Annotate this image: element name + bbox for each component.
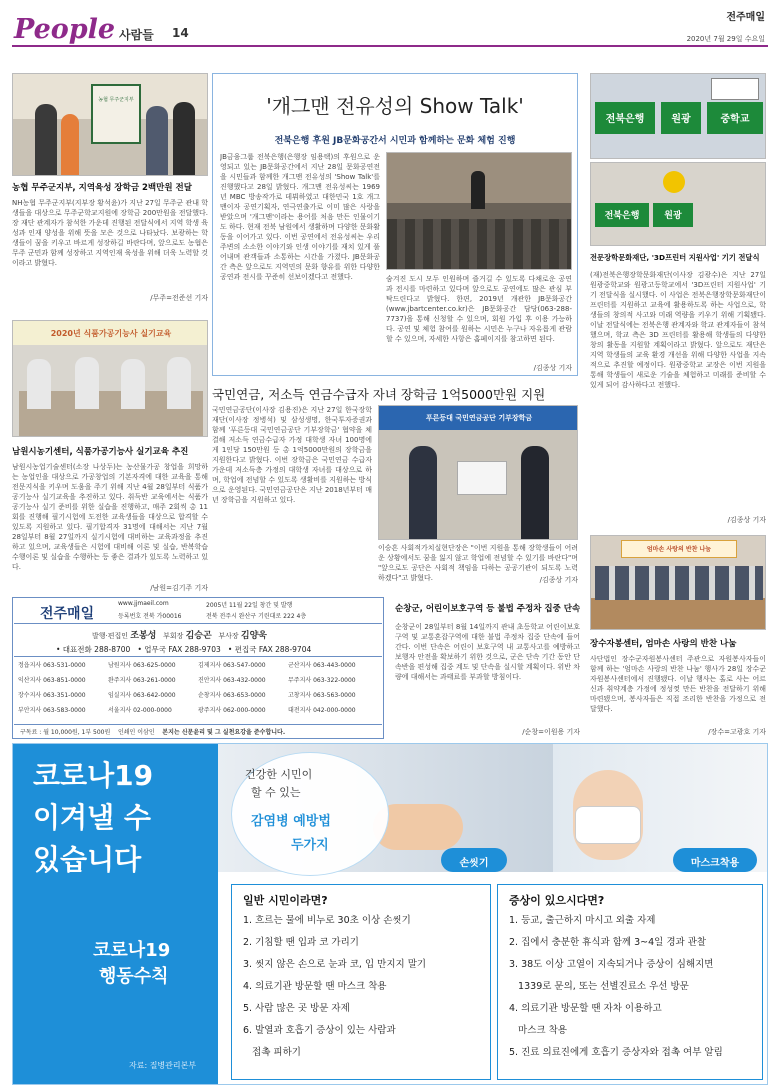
directory-branch: 완주지사 (108, 677, 134, 684)
page-header (0, 0, 777, 48)
directory-branch: 김제지사 (198, 662, 224, 669)
pension-body: 국민연금공단(이사장 김용진)은 지난 27일 한국장학재단(이사장 정병석) 및 삼성생명, 한국투자증권과 함께 '푸른등대 국민연금공단 기부장학금' 협약을 체결해 저소득 연금수급자 가정 대학생 자녀 100명에게 1인당 150만원 등 총 1억5000만원의 장학금을 지원한다고 밝혔다. 이번 장학금은 국민연금 수급자 가운데 저소득층 가정의 대학생 자녀를 대상으로 하며, 학업에 전념할 수 있도록 생활비를 지원하는 방식으로 운영된다. 국민연금공단은 지난 2018년부터 매년 장학금을 지원하고 있다. (212, 406, 372, 504)
jangsu-body: 사단법인 장수군자원봉사센터 주관으로 자원봉사자들이 함께 하는 '엄마손 사랑의 반찬 나눔' 행사가 28일 장수군 자원봉사센터에서 진행됐다. 이날 행사는 홀로 사는 어르신과 취약계층 가정에 정성껏 만든 반찬을 전달하기 위해 마련됐으며, 봉사자들은 직접 조리한 반찬을 가정으로 전달했다. (590, 655, 766, 713)
directory-branch: 남원지사 (108, 662, 134, 669)
directory-branch: 고창지사 (288, 692, 314, 699)
directory-phone: 02-000-0000 (133, 707, 172, 714)
issue-date: 2020년 7월 29일 수요일 (686, 35, 765, 43)
subscription: 구독료 : 월 10,000원, 1부 500원 (20, 729, 111, 736)
directory-phone: 063-547-0000 (223, 662, 266, 669)
citizen-rule-item: 6. 발열과 호흡기 증상이 있는 사람과 (243, 1025, 396, 1036)
directory-entry (108, 675, 176, 684)
masthead-paper: 전주매일 (40, 606, 95, 622)
citizen-rule-item: 2. 기침할 땐 입과 코 가리기 (243, 937, 359, 948)
photo-audience-row-1 (387, 219, 572, 270)
masthead-phones (56, 644, 311, 655)
directory-entry (108, 660, 176, 669)
symptom-rule-item: 1. 등교, 출근하지 마시고 외출 자제 (509, 915, 656, 926)
symptom-rule-item: 1339로 문의, 또는 선별진료소 우선 방문 (509, 981, 689, 992)
jeonbuk-byline: /김종상 기자 (727, 516, 766, 524)
sunchang-byline: /순창=이원용 기자 (522, 728, 580, 736)
rep-phone: • 대표전화 288-8700 (56, 645, 131, 654)
directory-phone: 042-000-0000 (313, 707, 356, 714)
symptom-rule-item: 2. 집에서 충분한 휴식과 함께 3~4일 경과 관찰 (509, 937, 707, 948)
nh-banner-text: 농협 무주군지부 (98, 97, 134, 103)
jeonbuk-logo-circle (663, 171, 685, 193)
jeonbuk-sign-1-text: 전북은행 (605, 114, 645, 125)
citizen-rule-item: 5. 사람 많은 곳 방문 자제 (243, 1003, 350, 1014)
nh-person-2 (61, 114, 79, 176)
directory-branch: 무주지사 (288, 677, 314, 684)
directory-phone: 063-443-0000 (313, 662, 356, 669)
covid-rules-1: 코로나19 (93, 940, 171, 961)
jangsu-byline: /장수=고광호 기자 (708, 728, 766, 736)
namwon-caption: 남원시농기센터, 식품가공기능사 실기교육 추진 (12, 447, 189, 457)
directory-entry (18, 690, 86, 699)
jeonbuk-photo-1 (590, 73, 766, 159)
jangsu-banner-text: 엄마손 사랑의 반찬 나눔 (646, 546, 712, 553)
directory-branch: 광주지사 (198, 707, 224, 714)
pension-banner-text: 푸른등대 국민연금공단 기부장학금 (425, 414, 533, 422)
masthead-footer (20, 727, 285, 736)
jangsu-caption: 장수자봉센터, 엄마손 사랑의 반찬 나눔 (590, 639, 737, 649)
pension-person-2 (521, 446, 549, 540)
edit-fax: • 편집국 FAX 288-9704 (227, 645, 312, 654)
directory-phone: 063-322-0000 (313, 677, 356, 684)
section-title-kr: 사람들 (119, 28, 154, 42)
pension-body-right: 이승흔 사회적가치실현단장은 "이번 지원을 통해 장학생들이 어려운 상황에서도 꿈을 잃지 않고 학업에 전념할 수 있기를 바란다"며 "앞으로도 공단은 사회적 책임을 다하는 공공기관이 되도록 노력하겠다"고 밝혔다. (378, 544, 578, 582)
directory-branch: 부안지사 (18, 707, 44, 714)
branch-directory (18, 660, 378, 722)
citizen-rule-item: 3. 씻지 않은 손으로 눈과 코, 입 만지지 말기 (243, 959, 427, 970)
masthead-divider-2 (14, 656, 382, 657)
sunchang-body: 순창군이 28일부터 8월 14일까지 관내 초등학교 어린이보호구역 및 교통혼잡구역에 대한 불법 주정차 집중 단속에 들어간다. 이번 단속은 어린이 보호구역 내 교통사고를 예방하고 보행자 안전을 확보하기 위한 것으로, 군은 단속 기간 동안 단속반을 편성해 집중 계도 및 단속을 실시할 계획이다. 위반 차량에 대해서는 과태료를 부과할 방침이다. (395, 623, 580, 681)
jeonbuk-sign-4-text: 전북은행 (604, 211, 640, 221)
directory-entry (288, 660, 356, 669)
directory-phone: 062-000-0000 (223, 707, 266, 714)
namwon-byline: /남원=김기주 기자 (150, 584, 208, 592)
main-article-byline: /김종상 기자 (533, 364, 572, 372)
directory-entry (198, 675, 266, 684)
sunchang-title: 순창군, 어린이보호구역 등 불법 주정차 집중 단속 (395, 604, 580, 614)
nh-photo (12, 73, 208, 176)
directory-entry (288, 690, 356, 699)
directory-phone: 063-583-0000 (43, 707, 86, 714)
directory-branch: 진안지사 (198, 677, 224, 684)
masthead-divider-3 (14, 724, 382, 725)
jangsu-people (595, 566, 763, 600)
directory-entry (198, 660, 266, 669)
covid-headline-1: 코로나19 (33, 759, 154, 792)
pension-cert (457, 461, 507, 495)
directory-entry (18, 705, 86, 714)
paper-name: 전주매일 (726, 12, 765, 23)
directory-branch: 대전지사 (288, 707, 314, 714)
directory-branch: 익산지사 (18, 677, 44, 684)
main-article-photo (386, 152, 572, 270)
namwon-person-4 (167, 357, 191, 409)
directory-branch: 정읍지사 (18, 662, 44, 669)
masthead-reg: 등록번호 전북 가00016 (118, 613, 182, 620)
main-article-body: JB금융그룹 전북은행(은행장 임용택)의 후원으로 운영되고 있는 JB문화공간에서 지난 28일 문화공연전을 시민들과 함께한 개그맨 전유성의 'Show Talk'를 진행했다고 28일 밝혔다. 개그맨 전유성씨는 1969년 MBC 방송작가로 데뷔하였고 대한민국 1호 개그맨이자 공연기획자, 연극연출가로 이미 많은 사랑을 받았으며 '개그맨'이라는 용어를 처음 만든 인물이기도 하다. 현재 전북 남원에서 생활하며 다양한 문화활동을 이어가고 있다. 이번 공연에서 전유성씨는 우리 주변의 소소한 이야기와 인생 이야기를 재치 있게 풀어내며 관객들과 소통하는 시간을 가졌다. JB문화공간 측은 앞으로도 지역민의 문화 향유를 위한 다양한 공연과 전시를 꾸준히 선보이겠다고 전했다. (220, 153, 380, 281)
mask-shape (575, 806, 641, 844)
pension-byline: /김종상 기자 (539, 576, 578, 584)
symptom-rule-item: 5. 진료 의료진에게 호흡기 증상자와 접촉 여부 알림 (509, 1047, 723, 1058)
symptom-box-title: 증상이 있으시다면? (509, 894, 605, 907)
ceo-label: 부사장 (218, 632, 239, 640)
directory-entry (198, 690, 266, 699)
jeonbuk-caption: 전문장학문화재단, '3D프린터 지원사업' 기기 전달식 (590, 253, 760, 262)
nh-caption: 농협 무주군지부, 지역육성 장학금 2백만원 전달 (12, 183, 192, 193)
namwon-person-2 (75, 357, 99, 409)
bubble-line-1: 건강한 시민이 (245, 768, 313, 781)
covid-source: 자료: 질병관리본부 (129, 1061, 197, 1070)
citizen-rule-item: 접촉 피하기 (243, 1047, 301, 1058)
namwon-person-1 (27, 359, 51, 409)
covid-ad (12, 743, 768, 1085)
photo-speaker (471, 171, 485, 209)
directory-branch: 장수지사 (18, 692, 44, 699)
pension-person-1 (409, 446, 437, 540)
directory-phone: 063-563-0000 (313, 692, 356, 699)
jeonbuk-screen (711, 78, 759, 100)
pension-photo (378, 405, 578, 540)
masthead-site: www.jjmaeil.com (118, 600, 169, 607)
ad-fax: • 업무국 FAX 288-9703 (137, 645, 221, 654)
vice-label: 부회장 (163, 632, 184, 640)
directory-entry (288, 705, 356, 714)
symptom-rule-item: 4. 의료기관 방문할 땐 자차 이용하고 (509, 1003, 662, 1014)
namwon-person-3 (121, 359, 145, 409)
jeonbuk-sign-2-text: 원광 (671, 114, 691, 125)
directory-branch: 임실지사 (108, 692, 134, 699)
bubble-line-3: 감염병 예방법 (251, 814, 331, 829)
masthead-address: 전북 전주시 완산구 기린대로 222 4층 (206, 613, 307, 620)
citizen-rule-item: 4. 의료기관 방문할 땐 마스크 착용 (243, 981, 387, 992)
bubble-line-4: 두가지 (291, 838, 329, 853)
directory-phone: 063-653-0000 (223, 692, 266, 699)
section-title: People (14, 14, 116, 45)
nh-photo-banner (91, 84, 141, 144)
main-article-title: '개그맨 전유성의 Show Talk' (266, 94, 524, 118)
bubble-line-2: 할 수 있는 (251, 786, 301, 799)
symptom-rule-item: 3. 38도 이상 고열이 지속되거나 증상이 심해지면 (509, 959, 714, 970)
directory-branch: 군산지사 (288, 662, 314, 669)
nh-person-3 (146, 106, 168, 176)
directory-branch: 순창지사 (198, 692, 224, 699)
directory-phone: 063-531-0000 (43, 662, 86, 669)
directory-branch: 서울지사 (108, 707, 134, 714)
directory-entry (18, 660, 86, 669)
namwon-banner-text: 2020년 식품가공기능사 실기교육 (50, 329, 172, 338)
main-article-body-right: 숨겨진 도시 모두 인원하며 즐거길 수 있도록 다채로운 공연과 전시를 마련하고 있다며 앞으로도 공연에도 많은 관심 부탁드린다고 밝혔다. 한편, 2019년 개관한 JB문화공간(www.jbartcenter.co.kr)은 JB문화공간 담당(063-288-7737)을 통해 신청할 수 있으며, 회원 가입 후 이용 가능하다. 공연 및 체험 참여를 원하는 시민은 누구나 자유롭게 관람할 수 있으며, 자세한 사항은 홈페이지를 참고하면 된다. (386, 275, 572, 343)
covid-headline-2: 이겨낼 수 (33, 801, 151, 834)
directory-phone: 063-851-0000 (43, 677, 86, 684)
vice-name: 김승곤 (185, 631, 212, 641)
jangsu-table (591, 598, 766, 630)
tag-mask-text: 마스크착용 (690, 858, 740, 869)
symptom-rule-item: 마스크 착용 (509, 1025, 567, 1036)
jangsu-photo (590, 535, 766, 630)
directory-entry (108, 705, 172, 714)
nh-person-1 (35, 104, 57, 176)
directory-phone: 063-432-0000 (223, 677, 266, 684)
citizen-box-title: 일반 시민이라면? (243, 894, 328, 907)
nh-person-4 (173, 102, 195, 176)
ceo-name: 김양욱 (240, 631, 267, 641)
directory-phone: 063-261-0000 (133, 677, 176, 684)
publisher-label: 발행·편집인 (92, 632, 129, 640)
covid-headline-3: 있습니다 (33, 843, 142, 876)
tag-handwash-text: 손씻기 (459, 858, 489, 869)
header-rule (12, 45, 768, 47)
nh-body: NH농협 무주군지부(지부장 황석윤)가 지난 27일 무주군 관내 학생들을 대상으로 무주군학교지원에 장학금 200만원을 전달했다. 장 재단 관계자가 참석한 가운데 진행된 전달식에서 지역 학생 육성과 인재 양성을 위해 뜻을 모은 것으로 나타났다. 보광하는 학생들이 꿈을 키우고 바르게 성장하길 바란다며, 앞으로도 농협은 무주 군민과 함께 성장하고 지역인재 육성을 위해 더욱 노력할 것이라고 밝혔다. (12, 199, 208, 267)
publisher-name: 조봉성 (130, 631, 157, 641)
masthead-staff (92, 628, 267, 641)
covid-rules-2: 행동수칙 (99, 966, 169, 987)
printer: 인쇄인 이삼인 (117, 729, 155, 736)
directory-entry (288, 675, 356, 684)
pension-title: 국민연금, 저소득 연금수급자 자녀 장학금 1억5000만원 지원 (212, 387, 546, 402)
main-article-subtitle: 전북은행 후원 JB문화공간서 시민과 함께하는 문화 체험 진행 (274, 136, 516, 146)
directory-entry (108, 690, 176, 699)
jeonbuk-sign-3-text: 중학교 (720, 114, 750, 125)
jeonbuk-body: (재)전북은행장학문화재단(이사장 김광수)은 지난 27일 원광중학교와 원광고등학교에서 '3D프린터 지원사업' 기기 전달식을 실시했다. 이 사업은 전북은행장학문화재단이 프린터를 지원하고 교육에 활용하도록 하는 사업으로, 학생들의 창의적 사고와 미래 역량을 키우기 위해 기획됐다. 이날 전달식에는 전북은행 관계자와 학교 관계자들이 참석했으며, 학교 측은 3D 프린터를 활용해 학생들의 다양한 창의 활동을 지원할 계획이라고 밝혔다. 앞으로도 재단은 지역 학생들의 교육 환경 개선을 위해 다양한 사업을 지속적으로 추진할 예정이다. 원광중학교 교장은 이번 지원을 통해 학생들이 새로운 기술을 체험하고 미래를 준비할 수 있게 되어 감사하다고 전했다. (590, 271, 766, 389)
namwon-photo (12, 320, 208, 437)
directory-entry (198, 705, 266, 714)
ethics-slogan: 본지는 신문윤리 및 그 실천요강을 준수합니다. (162, 729, 286, 736)
directory-phone: 063-351-0000 (43, 692, 86, 699)
directory-entry (18, 675, 86, 684)
directory-phone: 063-642-0000 (133, 692, 176, 699)
directory-phone: 063-625-0000 (133, 662, 176, 669)
nh-byline: /무주=전준선 기자 (150, 294, 208, 302)
namwon-body: 남원시농업기술센터(소장 나상두)는 농산물가공 창업을 희망하는 농업인을 대상으로 가공창업의 기본자격에 대한 교육을 통해 전문지식을 키우며 도움을 주기 위해 지난 4월 28일부터 식품가공기능사 실기교육을 추진하고 있다. 취득반 교육에서는 식품가공기능사 실기 준비를 위한 실습을 진행하고, 매주 2회씩 총 11회를 진행해 필기시험에 도전한 교육생들을 대상으로 합격할 수 있도록 지원하고 있다. 필기합격자 31명에 대해서는 지난 7월 28일부터 8월 27일까지 실기시험에 대비하는 교육과정을 추진하고 있으며, 교육생들은 시험에 대비해 이론 및 실습, 반복학습 수행이론 및 실습을 수행하는 등 좋은 결과가 있도록 노력하고 있다. (12, 463, 208, 571)
masthead-issue: 2005년 11월 22일 창간 및 발행 (206, 602, 293, 609)
jeonbuk-photo-2 (590, 162, 766, 246)
page-number: 14 (172, 26, 189, 40)
citizen-rule-item: 1. 흐르는 물에 비누로 30초 이상 손씻기 (243, 915, 411, 926)
masthead-divider (14, 623, 382, 624)
jeonbuk-sign-5-text: 원광 (664, 211, 682, 221)
